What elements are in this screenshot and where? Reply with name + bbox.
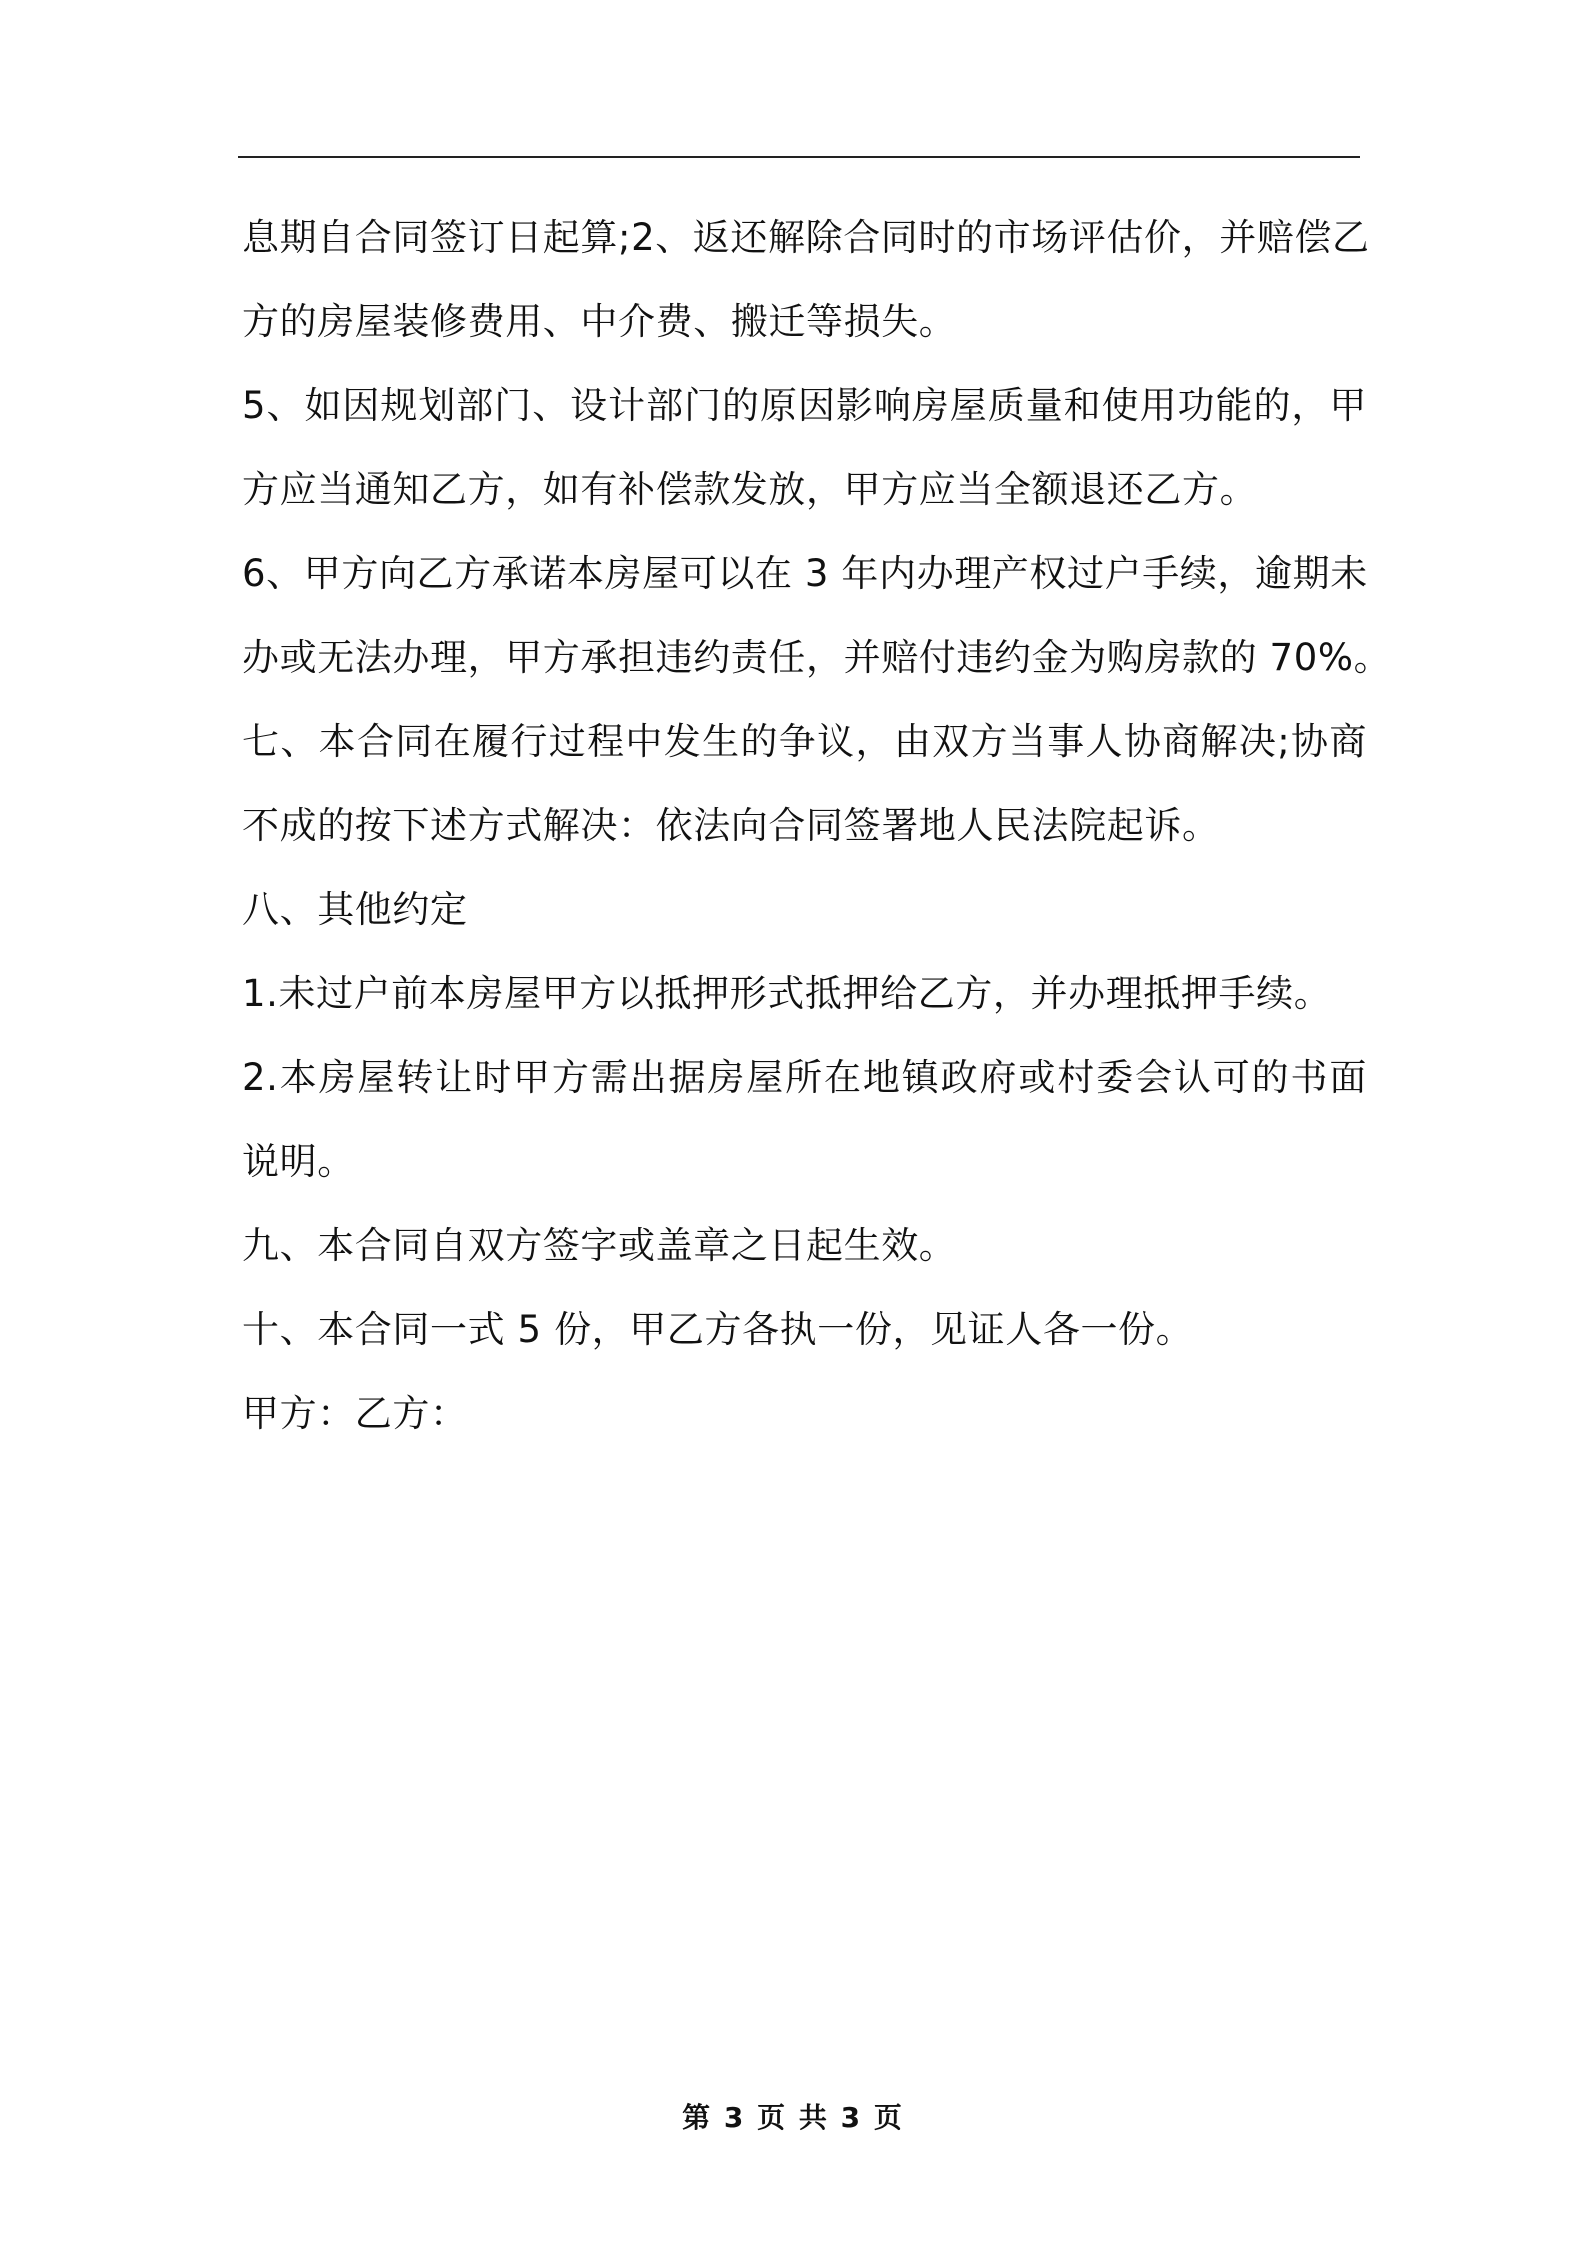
body-line: 办或无法办理，甲方承担违约责任，并赔付违约金为购房款的 70%。: [242, 636, 1392, 679]
body-line: 1.未过户前本房屋甲方以抵押形式抵押给乙方，并办理抵押手续。: [242, 972, 1332, 1015]
body-line: 方应当通知乙方，如有补偿款发放，甲方应当全额退还乙方。: [242, 468, 1258, 511]
body-line: 2.本房屋转让时甲方需出据房屋所在地镇政府或村委会认可的书面: [242, 1056, 1367, 1099]
contract-body: [242, 196, 1392, 1456]
header-divider: [238, 156, 1360, 158]
body-line: 十、本合同一式 5 份，甲乙方各执一份，见证人各一份。: [242, 1308, 1194, 1351]
body-line: 七、本合同在履行过程中发生的争议，由双方当事人协商解决;协商: [242, 720, 1367, 763]
body-line: 息期自合同签订日起算;2、返还解除合同时的市场评估价，并赔偿乙: [242, 216, 1370, 259]
body-line: 方的房屋装修费用、中介费、搬迁等损失。: [242, 300, 957, 343]
section-heading: 八、其他约定: [242, 888, 468, 931]
signature-line: 甲方：乙方：: [242, 1392, 468, 1435]
body-line: 5、如因规划部门、设计部门的原因影响房屋质量和使用功能的，甲: [242, 384, 1367, 427]
body-line: 6、甲方向乙方承诺本房屋可以在 3 年内办理产权过户手续，逾期未: [242, 552, 1368, 595]
page-number: 第 3 页 共 3 页: [682, 2101, 904, 2134]
body-line: 不成的按下述方式解决：依法向合同签署地人民法院起诉。: [242, 804, 1220, 847]
body-line: 九、本合同自双方签字或盖章之日起生效。: [242, 1224, 957, 1267]
body-line: 说明。: [242, 1140, 355, 1183]
